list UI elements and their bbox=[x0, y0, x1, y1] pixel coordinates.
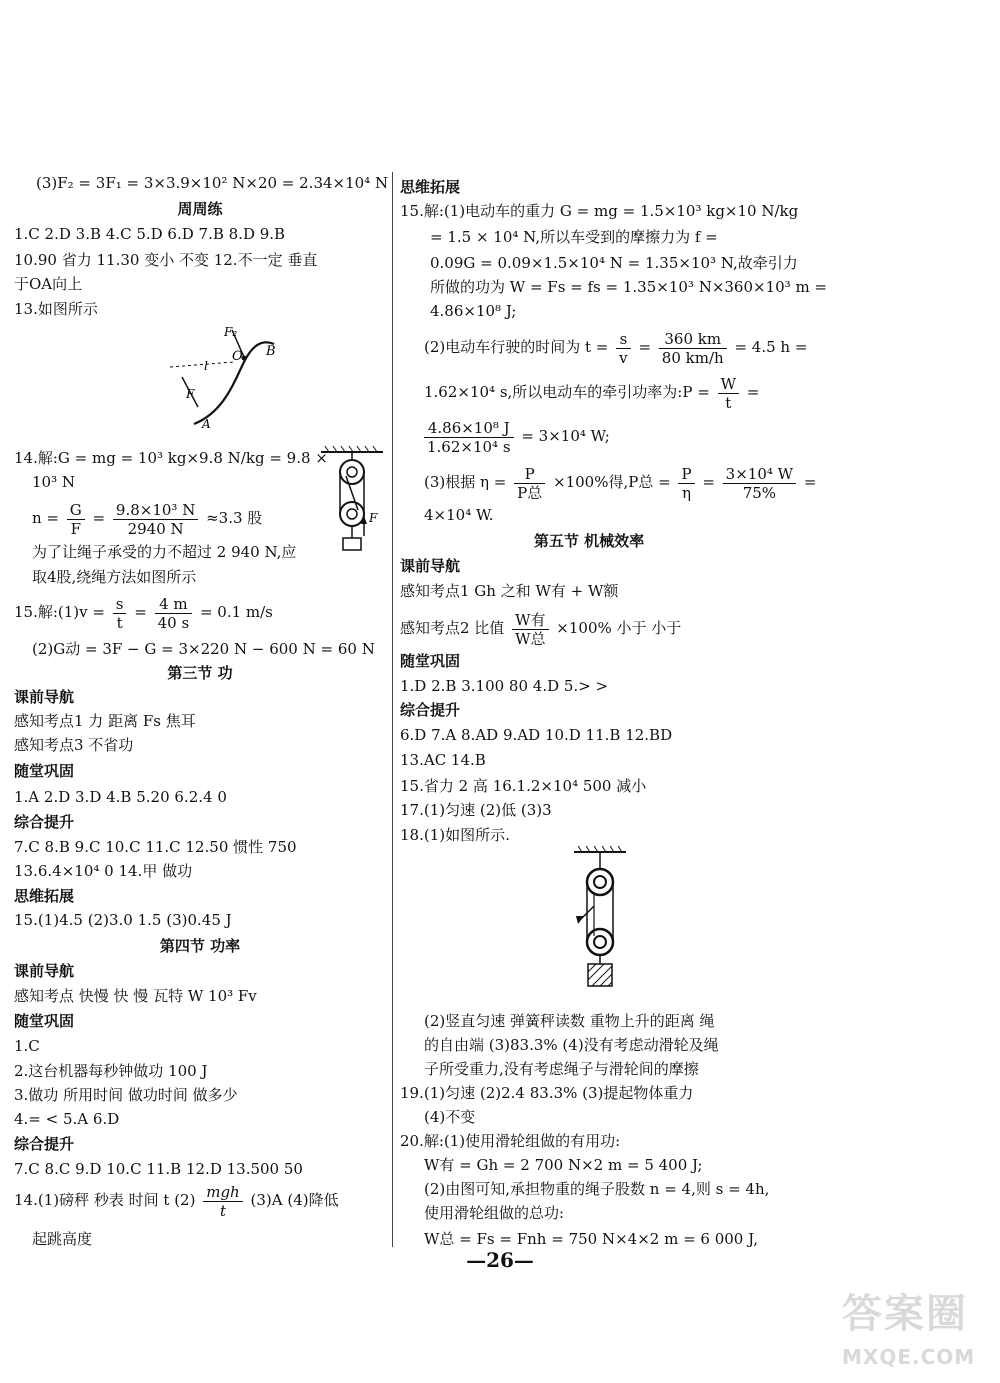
answer-line: 4.= < 5.A 6.D bbox=[14, 1110, 120, 1128]
answer-line: 0.09G = 0.09×1.5×10⁴ N = 1.35×10³ N,故牵引力 bbox=[430, 254, 798, 272]
answer-line: (2)G动 = 3F − G = 3×220 N − 600 N = 60 N bbox=[32, 640, 375, 658]
pulley-diagram bbox=[319, 446, 389, 566]
answer-line: 4×10⁴ W. bbox=[424, 506, 494, 524]
answer-line: 为了让绳子承受的力不超过 2 940 N,应 bbox=[32, 543, 297, 561]
subheading: 课前导航 bbox=[400, 557, 461, 575]
subheading: 课前导航 bbox=[14, 962, 75, 980]
pulley-block-diagram bbox=[570, 846, 630, 1006]
fig-label-F2: F₂ bbox=[224, 325, 238, 339]
formula-line: $\frac{\text{4.86×10⁸ J}}{\text{1.62×10⁴ s}}$ = 3×10⁴ W; bbox=[424, 416, 610, 456]
answer-line: 10³ N bbox=[32, 473, 75, 491]
answer-line: W总 = Fs = Fnh = 750 N×4×2 m = 6 000 J, bbox=[424, 1230, 759, 1248]
lever-diagram bbox=[164, 322, 284, 432]
answer-line: 13.AC 14.B bbox=[400, 751, 486, 769]
answer-line: 3.做功 所用时间 做功时间 做多少 bbox=[14, 1086, 238, 1104]
fig-label-O: O bbox=[232, 349, 243, 364]
subheading: 思维拓展 bbox=[400, 178, 461, 196]
answer-line: 感知考点1 Gh 之和 W有 + W额 bbox=[400, 582, 619, 600]
answer-line: 7.C 8.C 9.D 10.C 11.B 12.D 13.500 50 bbox=[14, 1160, 303, 1178]
answer-line: 7.C 8.B 9.C 10.C 11.C 12.50 惯性 750 bbox=[14, 838, 297, 856]
answer-line: 6.D 7.A 8.AD 9.AD 10.D 11.B 12.BD bbox=[400, 726, 673, 744]
answer-line: 感知考点1 力 距离 Fs 焦耳 bbox=[14, 712, 196, 730]
formula-line: 14.(1)磅秤 秒表 时间 t (2) $\frac{\text{mgh}}{t}$ (3)A (4)降低 bbox=[14, 1182, 339, 1220]
answer-line: 1.A 2.D 3.D 4.B 5.20 6.2.4 0 bbox=[14, 788, 227, 806]
section-title-efficiency: 第五节 机械效率 bbox=[533, 532, 645, 550]
answer-line: 感知考点3 不省功 bbox=[14, 736, 134, 754]
answer-line: 感知考点 快慢 快 慢 瓦特 W 10³ Fv bbox=[14, 987, 257, 1005]
answer-line: 19.(1)匀速 (2)2.4 83.3% (3)提起物体重力 bbox=[400, 1084, 694, 1102]
fig-label-A: A bbox=[202, 417, 211, 431]
subheading: 综合提升 bbox=[14, 813, 75, 831]
answer-line: 13.6.4×10⁴ 0 14.甲 做功 bbox=[14, 862, 193, 880]
subheading: 综合提升 bbox=[400, 701, 461, 719]
answer-line: (4)不变 bbox=[424, 1108, 476, 1126]
answer-line: (2)由图可知,承担物重的绳子股数 n = 4,则 s = 4h, bbox=[424, 1180, 770, 1198]
formula-line: 15.解:(1)v = $\frac{s}{t}$ = $\frac{4 m}{40 s}$ = 0.1 m/s bbox=[14, 594, 273, 632]
answer-line: 2.这台机器每秒钟做功 100 J bbox=[14, 1062, 208, 1080]
fig-label-F: F bbox=[369, 511, 378, 525]
fig-label-F: F bbox=[186, 387, 195, 401]
answer-line: 15.省力 2 高 16.1.2×10⁴ 500 减小 bbox=[400, 777, 647, 795]
answer-line: 于OA向上 bbox=[14, 275, 83, 293]
fig-label-B: B bbox=[266, 344, 276, 359]
fig-label-l: l bbox=[204, 359, 208, 373]
section-title-work: 第三节 功 bbox=[167, 664, 233, 682]
answer-line: 的自由端 (3)83.3% (4)没有考虑动滑轮及绳 bbox=[424, 1036, 719, 1054]
answer-line: 1.C bbox=[14, 1037, 40, 1055]
answer-line: W有 = Gh = 2 700 N×2 m = 5 400 J; bbox=[424, 1156, 703, 1174]
formula-line: 感知考点2 比值 $\frac{\text{W有}}{\text{W总}}$ ×100% 小于 小于 bbox=[400, 610, 682, 648]
answer-line: 1.C 2.D 3.B 4.C 5.D 6.D 7.B 8.D 9.B bbox=[14, 225, 286, 243]
answer-line: = 1.5 × 10⁴ N,所以车受到的摩擦力为 f = bbox=[430, 228, 718, 246]
subheading: 课前导航 bbox=[14, 688, 75, 706]
answer-line: (3)F₂ = 3F₁ = 3×3.9×10² N×20 = 2.34×10⁴ N bbox=[36, 174, 389, 192]
subheading: 随堂巩固 bbox=[400, 652, 461, 670]
section-title-weekly: 周周练 bbox=[177, 200, 223, 218]
subheading: 随堂巩固 bbox=[14, 762, 75, 780]
answer-line: 13.如图所示 bbox=[14, 300, 98, 318]
formula-line: n = $\frac{G}{F}$ = $\frac{\text{9.8×10³ N}}{2940 N}$ ≈3.3 股 bbox=[32, 500, 263, 538]
answer-line: 子所受重力,没有考虑绳子与滑轮间的摩擦 bbox=[424, 1060, 699, 1078]
answer-line: 14.解:G = mg = 10³ kg×9.8 N/kg = 9.8 × bbox=[14, 449, 328, 467]
answer-line: 20.解:(1)使用滑轮组做的有用功: bbox=[400, 1132, 621, 1150]
answer-line: 10.90 省力 11.30 变小 不变 12.不一定 垂直 bbox=[14, 251, 318, 269]
formula-line: (2)电动车行驶的时间为 t = $\frac{s}{v}$ = $\frac{360 km}{80 km/h}$ = 4.5 h = bbox=[424, 329, 808, 367]
column-divider bbox=[392, 172, 393, 1247]
subheading: 思维拓展 bbox=[14, 887, 75, 905]
page-number: —26— bbox=[466, 1248, 534, 1272]
answer-line: 18.(1)如图所示. bbox=[400, 826, 510, 844]
formula-line: (3)根据 η = $\frac{P}{\text{P总}}$ ×100%得,P总 = $\frac{P}{\eta}$ = $\frac{\text{3×10⁴ W}}{75\%}$ = bbox=[424, 464, 817, 502]
answer-line: 起跳高度 bbox=[32, 1230, 93, 1248]
answer-line: 取4股,绕绳方法如图所示 bbox=[32, 568, 197, 586]
answer-line: 17.(1)匀速 (2)低 (3)3 bbox=[400, 801, 552, 819]
watermark-logo: 答案圈 MXQE.COM bbox=[842, 1291, 976, 1369]
answer-line: 15.解:(1)电动车的重力 G = mg = 1.5×10³ kg×10 N/kg bbox=[400, 202, 799, 220]
formula-line: 1.62×10⁴ s,所以电动车的牵引功率为:P = $\frac{W}{t}$ = bbox=[424, 374, 760, 412]
answer-line: 15.(1)4.5 (2)3.0 1.5 (3)0.45 J bbox=[14, 911, 232, 929]
answer-line: 使用滑轮组做的总功: bbox=[424, 1204, 565, 1222]
subheading: 随堂巩固 bbox=[14, 1012, 75, 1030]
answer-line: (2)竖直匀速 弹簧秤读数 重物上升的距离 绳 bbox=[424, 1012, 715, 1030]
answer-line: 4.86×10⁸ J; bbox=[430, 302, 517, 320]
subheading: 综合提升 bbox=[14, 1135, 75, 1153]
section-title-power: 第四节 功率 bbox=[159, 937, 241, 955]
answer-line: 所做的功为 W = Fs = fs = 1.35×10³ N×360×10³ m = bbox=[430, 278, 828, 296]
answer-line: 1.D 2.B 3.100 80 4.D 5.> > bbox=[400, 677, 609, 695]
